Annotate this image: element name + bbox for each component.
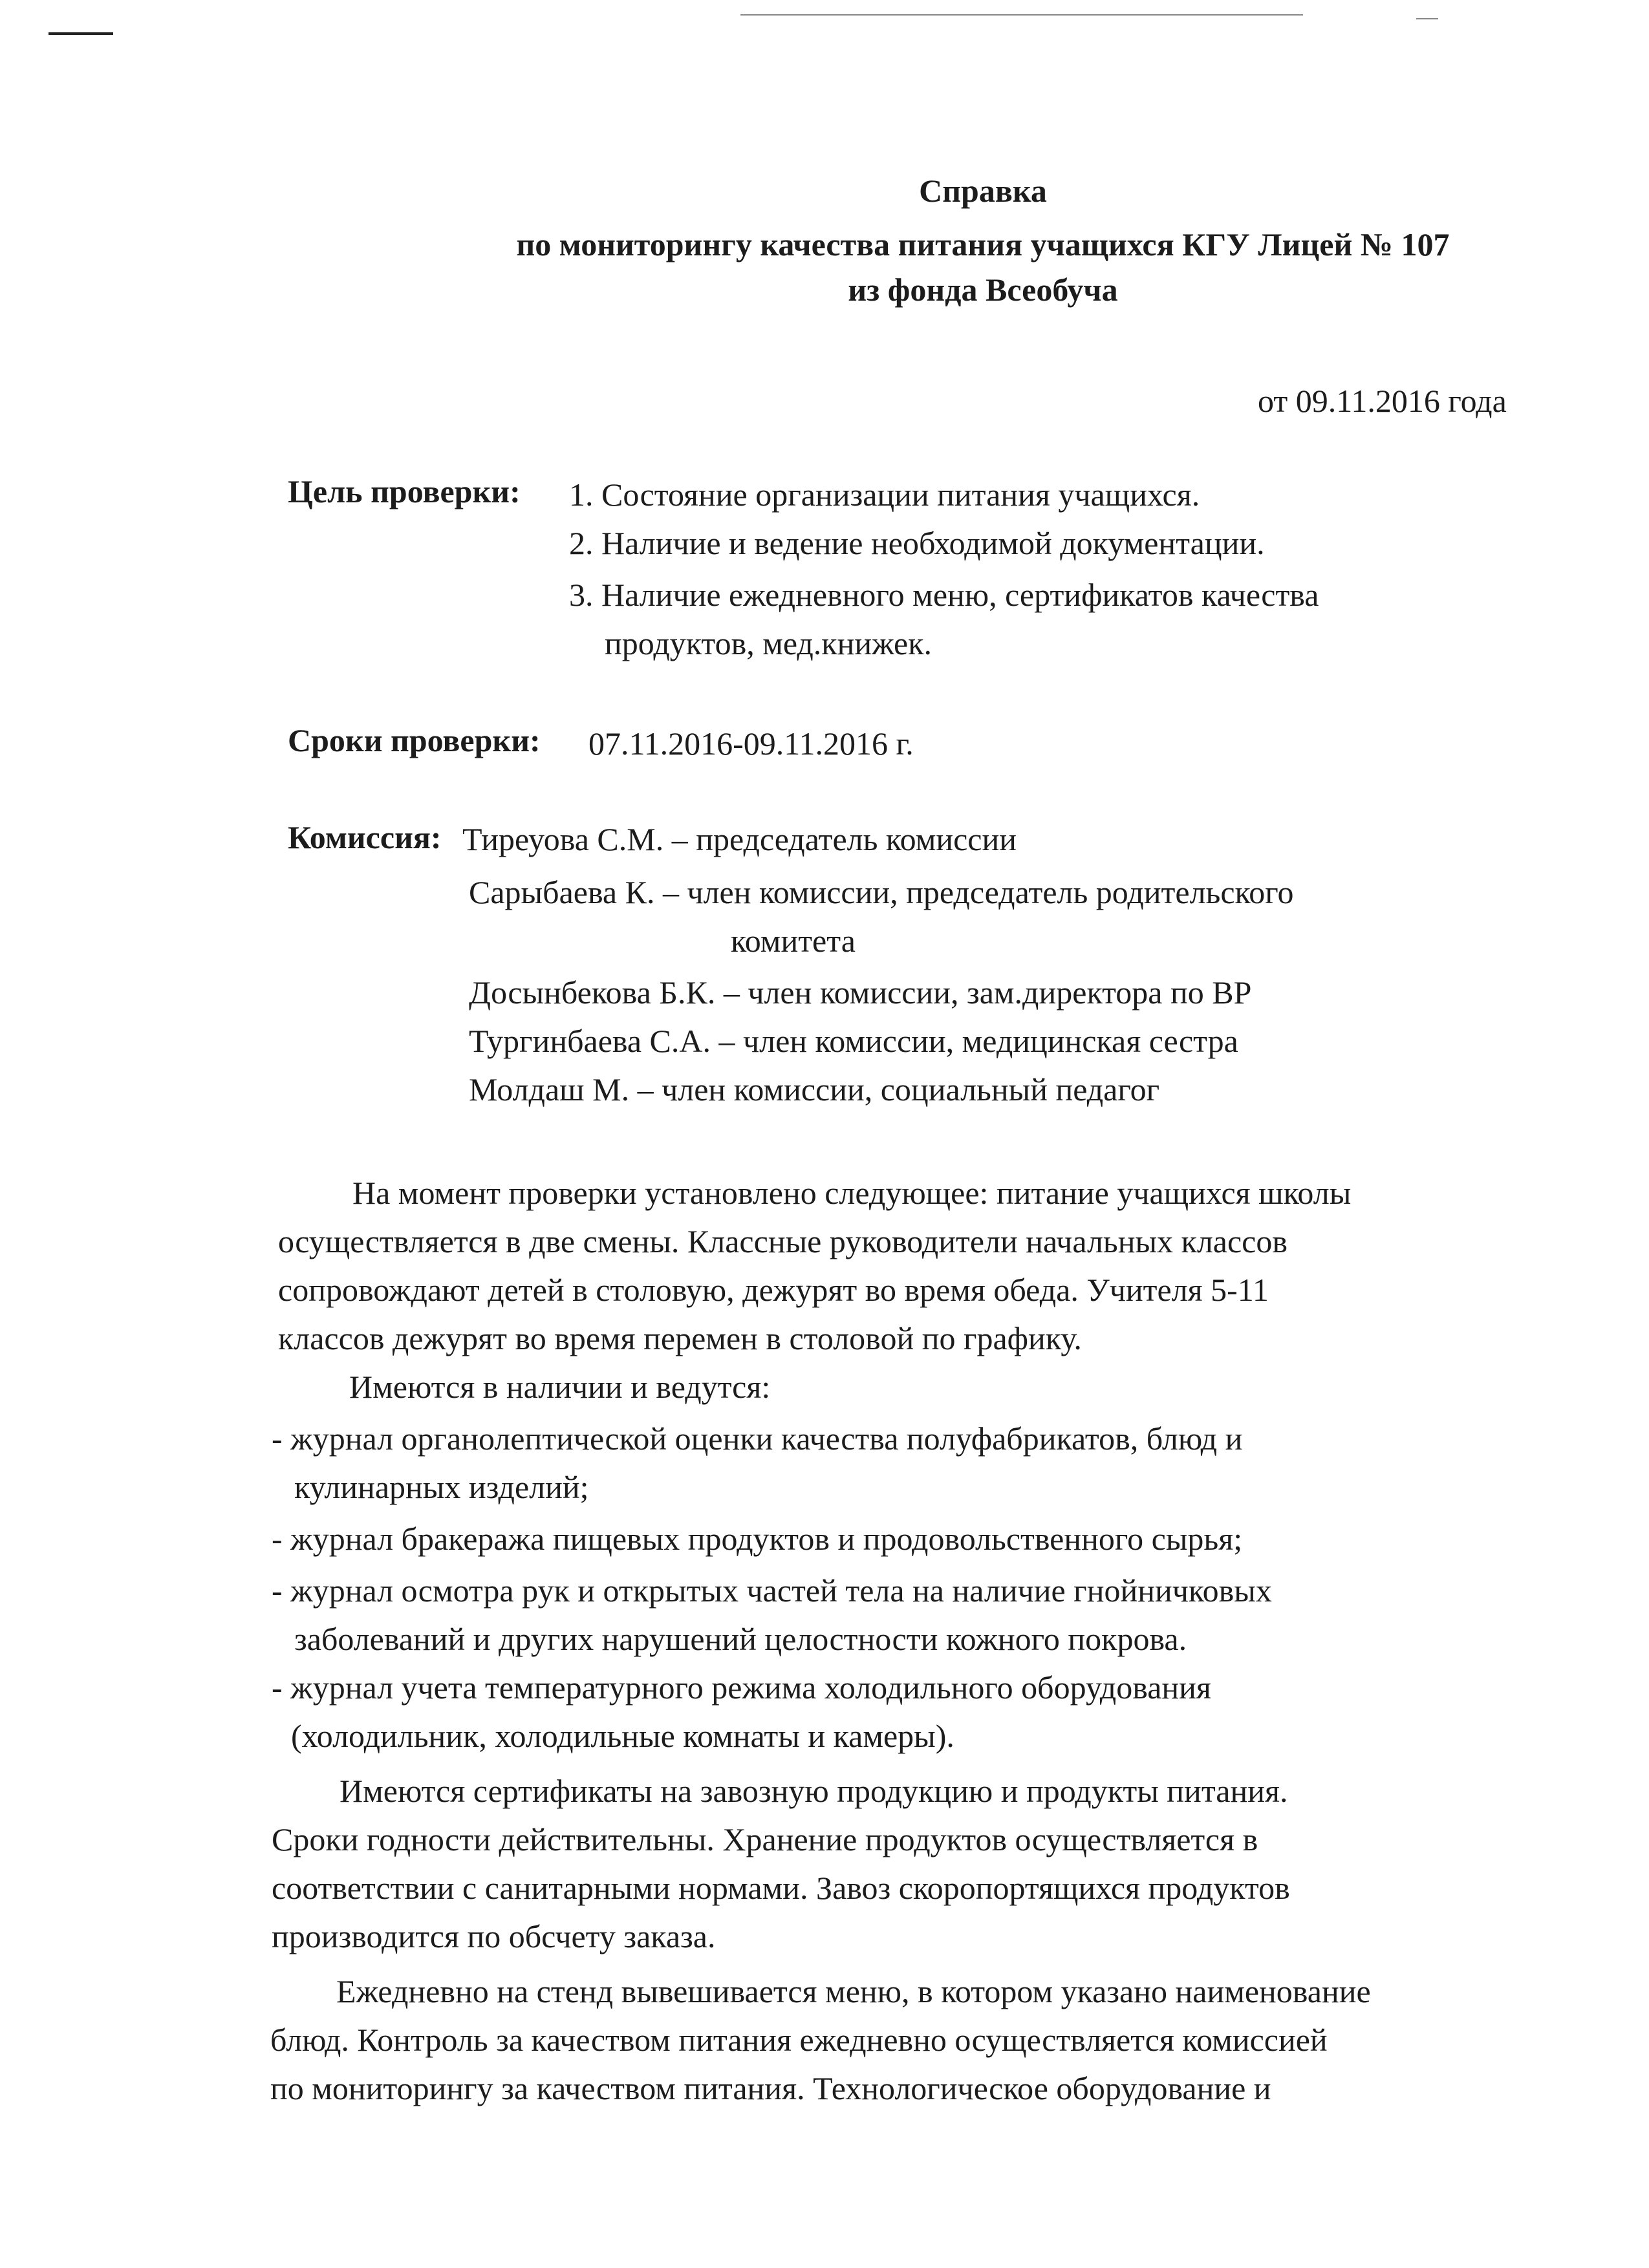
goal-item: 1. Состояние организации питания учащихся.	[569, 476, 1200, 513]
body-paragraph-line: Сроки годности действительны. Хранение продуктов осуществляется в	[272, 1821, 1258, 1857]
body-paragraph-line: Ежедневно на стенд вывешивается меню, в котором указано наименование	[336, 1973, 1371, 2009]
document-date: от 09.11.2016 года	[1258, 383, 1507, 419]
journal-item: заболеваний и других нарушений целостности кожного покрова.	[294, 1621, 1187, 1657]
document-title: Справка	[919, 173, 1047, 209]
body-paragraph-line: Имеются сертификаты на завозную продукцию и продукты питания.	[339, 1773, 1288, 1809]
available-heading: Имеются в наличии и ведутся:	[349, 1369, 771, 1405]
body-paragraph-line: классов дежурят во время перемен в столовой по графику.	[278, 1320, 1082, 1356]
journal-item: - журнал бракеража пищевых продуктов и продовольственного сырья;	[272, 1521, 1243, 1557]
journal-item: (холодильник, холодильные комнаты и камеры).	[291, 1718, 954, 1754]
body-paragraph-line: На момент проверки установлено следующее: питание учащихся школы	[352, 1175, 1352, 1211]
scan-mark-top-left	[48, 32, 113, 35]
body-paragraph-line: блюд. Контроль за качеством питания ежедневно осуществляется комиссией	[270, 2022, 1328, 2058]
body-paragraph-line: сопровождают детей в столовую, дежурят во время обеда. Учителя 5-11	[278, 1272, 1269, 1308]
body-paragraph-line: соответствии с санитарными нормами. Завоз скоропортящихся продуктов	[272, 1870, 1290, 1906]
scan-mark-top-right	[740, 14, 1303, 16]
terms-label: Сроки проверки:	[288, 722, 541, 758]
journal-item: - журнал осмотра рук и открытых частей тела на наличие гнойничковых	[272, 1572, 1272, 1609]
commission-member: Сарыбаева К. – член комиссии, председатель родительского	[469, 874, 1294, 910]
body-paragraph-line: производится по обсчету заказа.	[272, 1918, 716, 1954]
goal-item: продуктов, мед.книжек.	[605, 625, 932, 661]
commission-member: Тургинбаева С.А. – член комиссии, медицинская сестра	[469, 1023, 1238, 1059]
journal-item: - журнал органолептической оценки качества полуфабрикатов, блюд и	[272, 1420, 1243, 1457]
commission-label: Комиссия:	[288, 819, 442, 855]
goal-item: 2. Наличие и ведение необходимой документации.	[569, 525, 1265, 561]
document-subtitle: по мониторингу качества питания учащихся КГУ Лицей № 107	[516, 226, 1450, 262]
terms-value: 07.11.2016-09.11.2016 г.	[588, 725, 914, 762]
goal-item: 3. Наличие ежедневного меню, сертификатов качества	[569, 577, 1319, 613]
commission-member: комитета	[731, 923, 856, 959]
journal-item: кулинарных изделий;	[294, 1469, 589, 1505]
commission-member: Молдаш М. – член комиссии, социальный педагог	[469, 1071, 1160, 1107]
scan-mark-top-far-right	[1416, 18, 1438, 19]
commission-member: Тиреуова С.М. – председатель комиссии	[462, 821, 1017, 857]
journal-item: - журнал учета температурного режима холодильного оборудования	[272, 1669, 1211, 1706]
body-paragraph-line: по мониторингу за качеством питания. Технологическое оборудование и	[270, 2070, 1271, 2106]
body-paragraph-line: осуществляется в две смены. Классные руководители начальных классов	[278, 1223, 1288, 1259]
document-subtitle-fund: из фонда Всеобуча	[848, 272, 1118, 308]
commission-member: Досынбекова Б.К. – член комиссии, зам.директора по ВР	[469, 974, 1252, 1011]
goal-label: Цель проверки:	[288, 473, 521, 509]
